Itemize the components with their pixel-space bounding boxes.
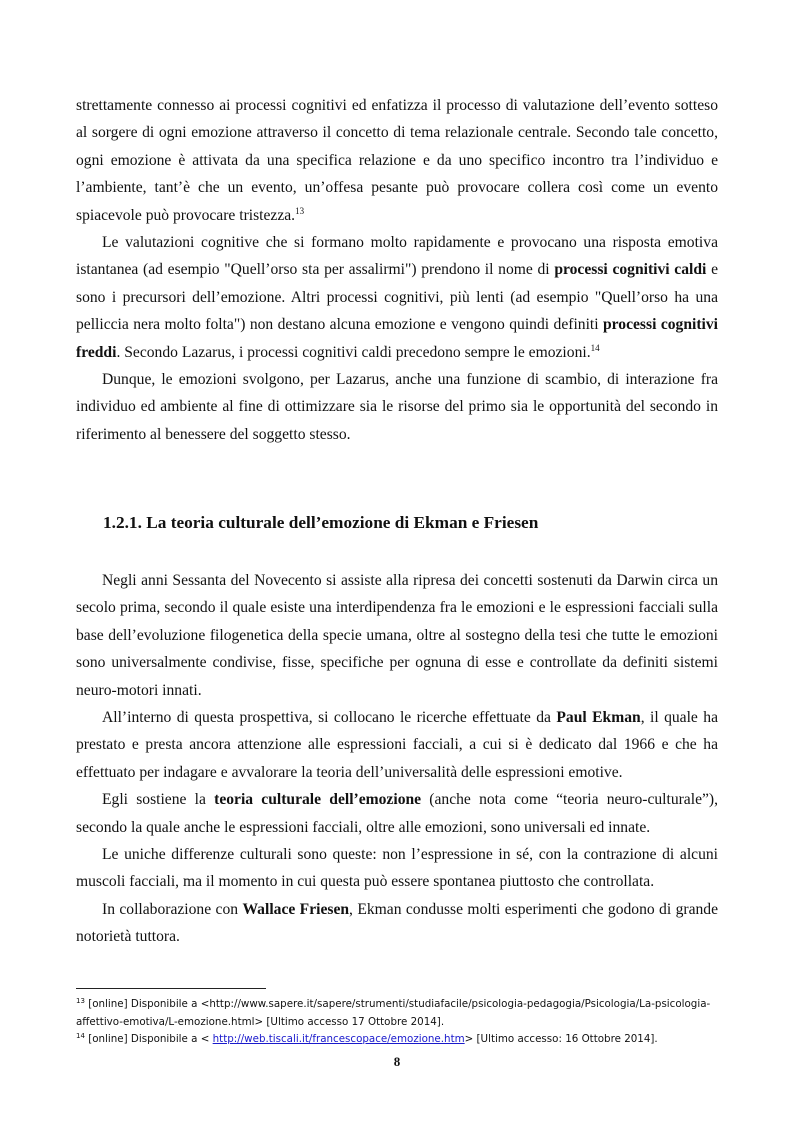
footnote-ref[interactable]: 14 xyxy=(590,342,600,353)
paragraph xyxy=(76,704,718,786)
paragraph: Negli anni Sessanta del Novecento si assiste alla ripresa dei concetti sostenuti da Darwin circa un secolo prima, secondo il quale esiste una interdipendenza fra le emozioni e le espressioni facciali sulla base dell’evoluzione filogenetica della specie umana, oltre al sostegno della tesi che tutte le emozioni sono universalmente condivise, fisse, specifiche per ognuna di esse e controllate da definiti sistemi neuro-motori innati. xyxy=(76,572,718,699)
paragraph xyxy=(76,92,718,229)
footnote-number: 14 xyxy=(76,1032,85,1040)
footnote-ref[interactable]: 13 xyxy=(295,205,305,216)
paragraph-text: Le valutazioni cognitive che si formano molto rapidamente e provocano una risposta emotiva istantanea (ad esempio "Quell’orso sta per assalirmi") prendono il nome di xyxy=(76,234,718,279)
paragraph: Dunque, le emozioni svolgono, per Lazarus, anche una funzione di scambio, di interazione fra individuo ed ambiente al fine di ottimizzare sia le risorse del primo sia le opportunità del secondo in riferimento al benessere del soggetto stesso. xyxy=(76,371,718,443)
bold-term: teoria culturale dell’emozione xyxy=(214,791,422,809)
paragraph xyxy=(76,896,718,951)
paragraph-text: , il quale ha prestato e presta ancora attenzione alle espressioni facciali, a cui si è dedicato dal 1966 e che ha effettuato per indagare e avvalorare la teoria dell’universalità delle espressioni emotive. xyxy=(76,709,718,781)
paragraph-text: Egli sostiene la xyxy=(102,791,215,809)
footnote-link[interactable]: http://web.tiscali.it/francescopace/emozione.htm xyxy=(212,1033,465,1045)
bold-term: processi cognitivi caldi xyxy=(554,261,707,279)
paragraph-text: . Secondo Lazarus, i processi cognitivi caldi precedono sempre le emozioni. xyxy=(116,343,591,361)
section-heading: 1.2.1. La teoria culturale dell’emozione di Ekman e Friesen xyxy=(103,513,539,532)
footnote-number: 13 xyxy=(76,997,85,1005)
paragraph-text: , Ekman condusse molti esperimenti che godono di grande notorietà tuttora. xyxy=(76,900,718,946)
body-text-upper xyxy=(76,92,718,448)
footnote xyxy=(76,996,726,1031)
paragraph-text: In collaborazione con xyxy=(102,900,243,918)
footnote xyxy=(76,1031,726,1049)
paragraph-text: All’interno di questa prospettiva, si collocano le ricerche effettuate da xyxy=(102,709,557,727)
paragraph xyxy=(76,229,718,366)
footnotes xyxy=(76,996,726,1049)
paragraph-text: strettamente connesso ai processi cognitivi ed enfatizza il processo di valutazione dell’evento sotteso al sorgere di ogni emozione attraverso il concetto di tema relazionale centrale. Secondo tale concetto, ogni emozione è attivata da una specifica relazione e da uno specifico incontro tra l’individuo e l’ambiente, tant’è che un evento, un’offesa pesante può provocare collera così come un evento spiacevole può provocare tristezza. xyxy=(76,97,718,224)
paragraph-text: (anche nota come “teoria neuro-culturale”), secondo la quale anche le espressioni facciali, oltre alle emozioni, sono universali ed innate. xyxy=(76,791,718,836)
bold-term: Paul Ekman xyxy=(556,709,641,727)
paragraph xyxy=(76,786,718,841)
footnote-text: [online] Disponibile a < xyxy=(84,1033,213,1045)
bold-term: Wallace Friesen xyxy=(242,900,350,918)
paragraph-text: e sono i precursori dell’emozione. Altri processi cognitivi, più lenti (ad esempio "Quell’orso ha una pelliccia nera molto folta") non destano alcuna emozione e vengono quindi definiti xyxy=(76,261,718,334)
footnote-text: [online] Disponibile a <http://www.sapere.it/sapere/strumenti/studiafacile/psicologia-pedagogia/Psicologia/La-psicologia-affettivo-emotiva/L-emozione.html> [Ultimo accesso 17 Ottobre 2014]. xyxy=(76,998,711,1028)
footnote-text: > [Ultimo accesso: 16 Ottobre 2014]. xyxy=(464,1033,658,1045)
body-text-lower xyxy=(76,567,718,951)
page-number: 8 xyxy=(393,1054,401,1069)
footnote-separator xyxy=(76,988,266,989)
paragraph: Le uniche differenze culturali sono queste: non l’espressione in sé, con la contrazione di alcuni muscoli facciali, ma il momento in cui questa può essere spontanea piuttosto che controllata. xyxy=(76,846,718,891)
bold-term: processi cognitivi freddi xyxy=(76,316,718,361)
